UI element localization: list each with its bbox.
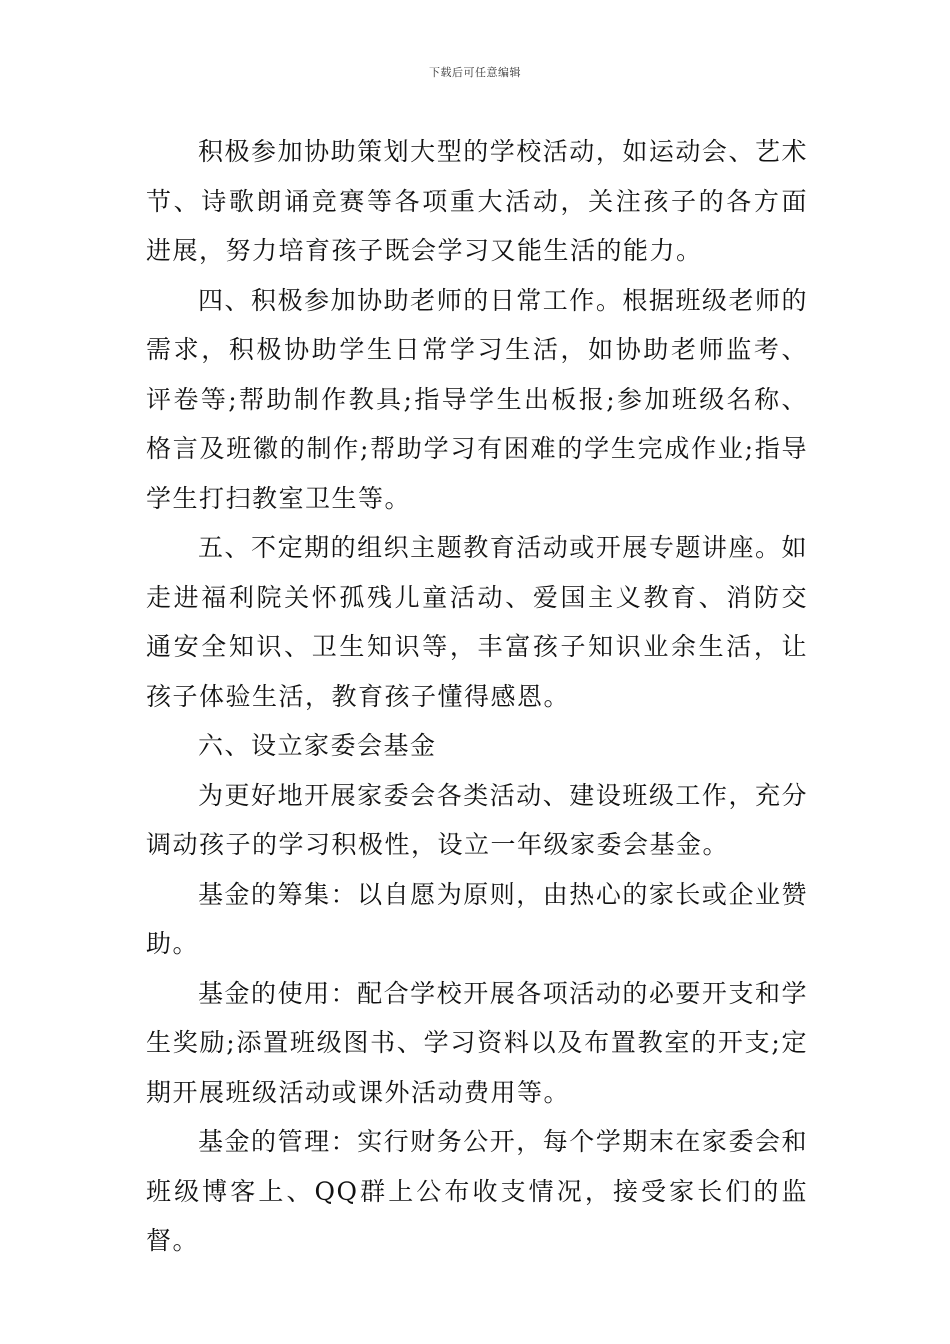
paragraph-fund-purpose: 为更好地开展家委会各类活动、建设班级工作，充分调动孩子的学习积极性，设立一年级家委会基金。	[146, 780, 808, 859]
paragraph-fund-raising: 基金的筹集：以自愿为原则，由热心的家长或企业赞助。	[146, 879, 808, 958]
paragraph-activities: 积极参加协助策划大型的学校活动，如运动会、艺术节、诗歌朗诵竞赛等各项重大活动，关注孩子的各方面进展，努力培育孩子既会学习又能生活的能力。	[146, 137, 808, 265]
paragraph-fund-management: 基金的管理：实行财务公开，每个学期末在家委会和班级博客上、QQ群上公布收支情况，接受家长们的监督。	[146, 1127, 808, 1255]
paragraph-section-6-heading: 六、设立家委会基金	[198, 731, 437, 760]
document-body	[146, 127, 808, 1266]
page-header-note: 下载后可任意编辑	[429, 66, 521, 79]
paragraph-fund-usage: 基金的使用：配合学校开展各项活动的必要开支和学生奖励;添置班级图书、学习资料以及布置教室的开支;定期开展班级活动或课外活动费用等。	[146, 978, 808, 1107]
paragraph-section-5: 五、不定期的组织主题教育活动或开展专题讲座。如走进福利院关怀孤残儿童活动、爱国主义教育、消防交通安全知识、卫生知识等，丰富孩子知识业余生活，让孩子体验生活，教育孩子懂得感恩。	[146, 533, 808, 711]
paragraph-section-4: 四、积极参加协助老师的日常工作。根据班级老师的需求，积极协助学生日常学习生活，如协助老师监考、评卷等;帮助制作教具;指导学生出板报;参加班级名称、格言及班徽的制作;帮助学习有困难的学生完成作业;指导学生打扫教室卫生等。	[146, 285, 808, 513]
